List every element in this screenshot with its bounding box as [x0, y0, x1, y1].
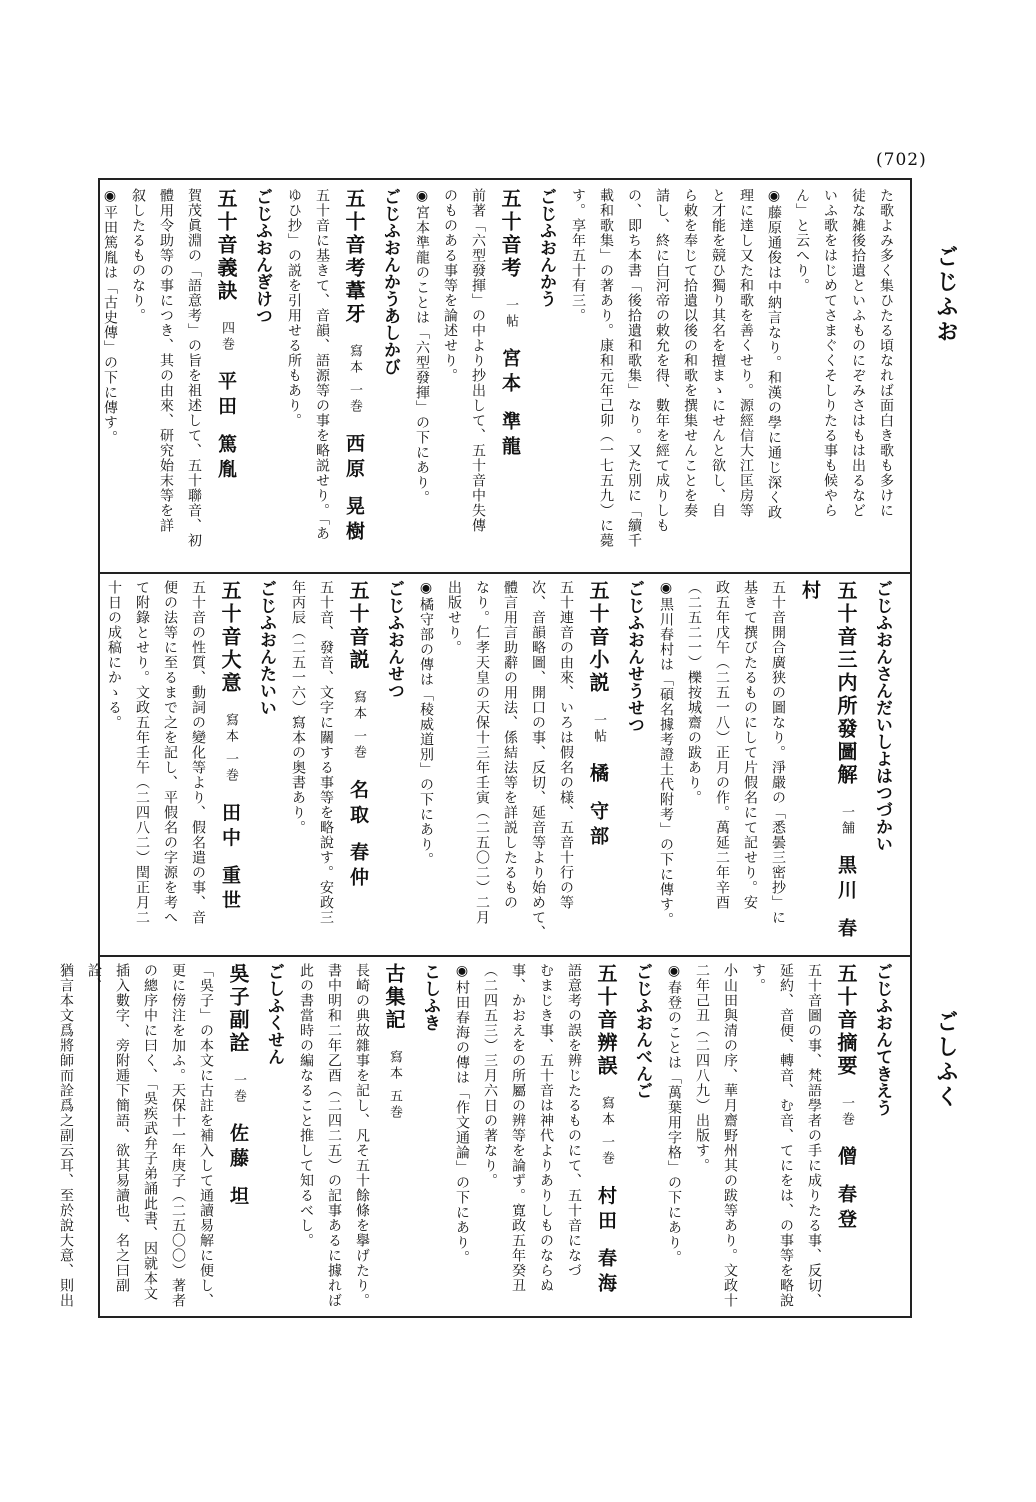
author-name: 橘 守部 [587, 763, 609, 851]
entry-body-line: 猶言本文爲將師而詮爲之副云耳、至於說大意、則出 [58, 963, 74, 1308]
entry-body-line: 五十音、發音、文字に關する事等を略說す。安政三 [318, 580, 334, 925]
volume-count: 寫本 一巻 [599, 1096, 614, 1168]
author-name: 西原 晃樹 [343, 433, 365, 546]
entry-body-line: 插入數字、旁附逓下簡語、欲其易讀也、名之曰副詮、 [86, 963, 130, 1293]
title-text: 五十音考 [498, 188, 522, 280]
continuation-line: いふ歌をはじめてさまぐくそしりたる事も候やら [822, 188, 838, 518]
continuation-line: た歌よみ多く集ひたる頃なれば面白き歌も多けに [878, 188, 894, 518]
entry-body-line: 延約、音便、轉音、む音、てにをは、の事等を略說す。 [750, 963, 794, 1308]
entry-title [208, 188, 244, 566]
entry-heading: ごじふおんてきえう [872, 963, 892, 1116]
continuation-line: ん」と云へり。 [794, 188, 810, 293]
volume-count: 寫本 一巻 [351, 690, 366, 762]
volume-count: 寫本 一巻 [347, 344, 362, 416]
title-text: 古集記 [382, 963, 406, 1032]
author-name: 黒川 春村 [799, 580, 857, 943]
entry-body-line: 小山田與清の序、華月齋野州其の跋等あり。文政十 [722, 963, 738, 1308]
page-number: (702) [876, 150, 927, 170]
continuation-line: 徒な雑後拾遺といふものにぞみさはもは出るなど [850, 188, 866, 518]
entry-body-line: ◉平田篤胤は「古史傳」の下に傳す。 [102, 188, 118, 445]
entry-body-line: 書中明和二年乙酉（二四二五）の記事あるに據れば [326, 963, 342, 1308]
title-text: 五十音義訣 [214, 188, 238, 303]
entry-body-line: の總序中に曰く、「吳疾武弁子弟誦此書、因就本文 [142, 963, 158, 1301]
entry-body-line: むまじき事、五十音は神代よりありしものならぬ [538, 963, 554, 1293]
entry-body-line: 五十音に基きて、音韻、語源等の事を略説せり。「あ [314, 188, 330, 541]
entry-body-line: 出版せり。 [446, 580, 462, 655]
entry-body-line: 次、音韻略圖、開口の事、反切、延音等より始めて、 [530, 580, 546, 940]
author-name: 名取 春仲 [347, 779, 369, 892]
author-name: 村田 春海 [595, 1185, 617, 1298]
author-name: 佐藤 坦 [227, 1123, 249, 1211]
entry-body-line: （二四五三）三月六日の著なり。 [482, 963, 498, 1188]
entry-body-line: ゆひ抄」の説を引用せる所もあり。 [286, 188, 302, 428]
entry-body-line: 體用令助等の事につき、其の由來、研究始末等を詳 [158, 188, 174, 533]
volume-count: 一帖 [503, 298, 518, 330]
entry-title [580, 580, 616, 948]
entry-body-line: 基きて撰びたるものにして片假名にて記せり。安 [742, 580, 758, 910]
note-line: ら敕を奉じて拾遺以後の和歌を撰集せんことを奏 [682, 188, 698, 518]
bottom-section [58, 963, 900, 1311]
entry-body-line: ◉橘守部の傳は「稜威道別」の下にあり。 [418, 580, 434, 867]
entry-body-line: 五十音圖の事、梵語學者の手に成りたる事、反切、 [806, 963, 822, 1308]
entry-body-line: て附錄とせり。文政五年壬午（二四八二）閏正月二 [134, 580, 150, 925]
volume-count: 四巻 [219, 321, 234, 353]
entry-body-line: のものある事等を論述せり。 [442, 188, 458, 383]
entry-body-line: 賀茂眞淵の「語意考」の旨を祖述して、五十聯音、初 [186, 188, 202, 548]
entry-heading: ごじふおんたいい [256, 580, 276, 716]
entry-heading: ごじふおんべんご [632, 963, 652, 1099]
author-name: 田中 重世 [219, 802, 241, 915]
entry-body-line: 前著「六型發揮」の中より抄出して、五十音中失傳 [470, 188, 486, 533]
entry-body-line: ◉宮本準龍のことは「六型發揮」の下にあり。 [414, 188, 430, 505]
running-head-middle: ごしふく [933, 1010, 958, 1110]
section-divider-2 [98, 955, 912, 957]
entry-heading: ごじふおんせつ [384, 580, 404, 699]
entry-body-line: 二年己丑（二四八九）出版す。 [694, 963, 710, 1173]
entry-title [828, 963, 864, 1311]
entry-body-line: 體言用言助辭の用法、係結法等を詳説したるもの [502, 580, 518, 910]
title-text: 吳子副詮 [226, 963, 250, 1055]
entry-title [340, 580, 376, 948]
entry-body-line: 事、かおえをの所屬の辨等を論ず。寛政五年癸丑 [510, 963, 526, 1293]
title-text: 五十音説 [346, 580, 370, 672]
entry-body-line: 政五年戊午（二五一八）正月の作。萬延二年辛酉 [714, 580, 730, 910]
entry-body-line: 此の書當時の編なること推して知るべし。 [298, 963, 314, 1248]
entry-heading: ごじふおんせうせつ [624, 580, 644, 733]
entry-heading: ごじふおんかうあしかび [380, 188, 400, 375]
entry-body-line: 年丙辰（二五一六）寫本の奥書あり。 [290, 580, 306, 835]
title-text: 五十音小説 [586, 580, 610, 695]
entry-body-line: 五十音開合廣狭の圖なり。淨嚴の「悉曇三密抄」に [770, 580, 786, 925]
author-name: 僧 春登 [835, 1146, 857, 1234]
entry-body-line: 五十連音の由來、いろは假名の様、五音十行の等 [558, 580, 574, 910]
note-line: 請し、終に白河帝の敕允を得、數年を經て成りしも [654, 188, 670, 533]
entry-body-line: なり。仁孝天皇の天保十三年壬寅（二五〇二）二月 [474, 580, 490, 925]
author-name: 平田 篤胤 [215, 371, 237, 484]
entry-body-line: ◉春登のことは「萬葉用字格」の下にあり。 [666, 963, 682, 1265]
volume-count: 一舗 [839, 805, 854, 837]
entry-heading: ごしふくせん [264, 963, 284, 1065]
title-text: 五十音考葦牙 [342, 188, 366, 326]
entry-body-line: 長崎の典故雜事を記し、凡そ五十餘條を擧げたり。 [354, 963, 370, 1308]
title-text: 五十音摘要 [834, 963, 858, 1078]
running-head-top: ごじふお [933, 245, 958, 345]
top-section [102, 188, 900, 566]
entry-body-line: 更に傍注を加ふ。天保十一年庚子（二五〇〇）著者 [170, 963, 186, 1308]
entry-body-line: 叙したるものなり。 [130, 188, 146, 323]
volume-count: 一巻 [839, 1096, 854, 1128]
entry-body-line: ◉村田春海の傳は「作文通論」の下にあり。 [454, 963, 470, 1265]
middle-section [106, 580, 900, 948]
note-line: と才能を競ひ獨り其名を擅まゝにせんと欲し、自 [710, 188, 726, 518]
entry-title [336, 188, 372, 566]
entry-title [212, 580, 248, 948]
entry-body-line: 語意考の誤を辨じたるものにて、五十音になづ [566, 963, 582, 1278]
entry-heading: ごじふおんぎけつ [252, 188, 272, 324]
entry-body-line: 便の法等に至るまで之を記し、平假名の字源を考へ [162, 580, 178, 925]
volume-count: 一巻 [231, 1073, 246, 1105]
entry-title [792, 580, 864, 948]
note-line: の、即ち本書「後拾遺和歌集」なり。又た別に「續千 [626, 188, 642, 548]
note-line: 理に達し又た和歌を善くせり。源經信大江匡房等 [738, 188, 754, 518]
entry-title [220, 963, 256, 1311]
author-name: 宮本 準龍 [499, 348, 521, 461]
entry-body-line: 「吳子」の本文に古註を補入して通讀易解に便し、 [198, 963, 214, 1308]
volume-count: 一帖 [591, 713, 606, 745]
section-divider-1 [98, 572, 912, 574]
note-line: す。享年五十有三。 [570, 188, 586, 323]
volume-count: 寫本 一巻 [223, 713, 238, 785]
entry-title [588, 963, 624, 1311]
note-line: ◉藤原通俊は中納言なり。和漢の學に通じ深く政 [766, 188, 782, 520]
note-line: 載和歌集」の著あり。康和元年己卯（一七五九）に薨 [598, 188, 614, 548]
volume-count: 寫本 五巻 [387, 1050, 402, 1122]
entry-heading: ごじふおんかう [536, 188, 556, 307]
entry-body-line: 十日の成稿にかゝる。 [106, 580, 122, 730]
entry-body-line: ◉黒川春村は「碩名據考證土代附考」の下に傳す。 [658, 580, 674, 927]
entry-body-line: （二五二一）櫟按城齋の跋あり。 [686, 580, 702, 805]
entry-heading: ごじふおんさんだいしよはつづかい [872, 580, 892, 852]
entry-heading: こしふき [420, 963, 440, 1031]
entry-body-line: 五十音の性質、動詞の變化等より、假名遣の事、音 [190, 580, 206, 925]
title-text: 五十音辨誤 [594, 963, 618, 1078]
entry-title [376, 963, 412, 1311]
title-text: 五十音三内所發圖解 [834, 580, 858, 787]
entry-title [492, 188, 528, 566]
title-text: 五十音大意 [218, 580, 242, 695]
